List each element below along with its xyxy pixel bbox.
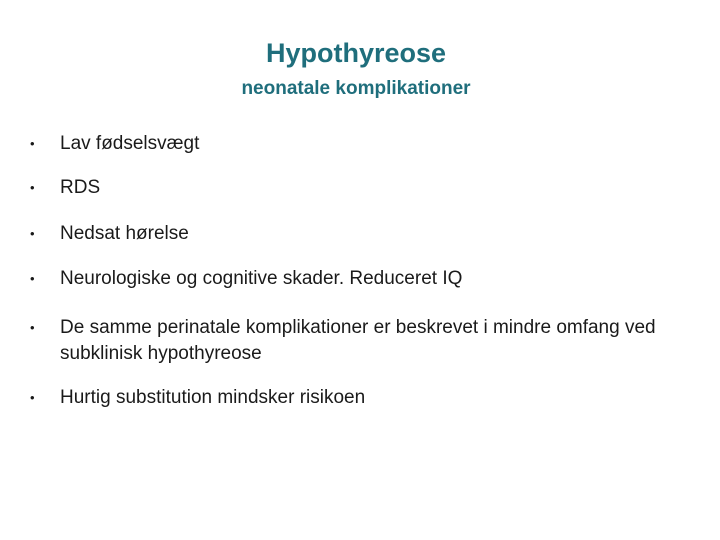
bullet-text: Hurtig substitution mindsker risikoen — [60, 387, 366, 408]
slide-subtitle: neonatale komplikationer — [241, 78, 471, 99]
bullet-item — [30, 175, 670, 201]
bullet-dot-icon: • — [30, 226, 35, 241]
bullet-dot-icon: • — [30, 320, 35, 335]
bullet-dot-icon: • — [30, 390, 35, 405]
bullet-dot-icon: • — [30, 271, 35, 286]
bullet-item — [30, 221, 670, 247]
bullet-item — [30, 266, 670, 292]
bullet-item — [30, 385, 670, 411]
slide-title: Hypothyreose — [265, 38, 447, 68]
bullet-text: Lav fødselsvægt — [60, 133, 200, 154]
bullet-item — [30, 315, 670, 367]
bullet-dot-icon: • — [30, 180, 35, 195]
bullet-text: Neurologiske og cognitive skader. Reduceret IQ — [60, 268, 463, 289]
bullet-text: De samme perinatale komplikationer er beskrevet i mindre omfang ved subklinisk hypothyreose — [60, 317, 656, 364]
bullet-dot-icon: • — [30, 136, 35, 151]
bullet-text: Nedsat hørelse — [60, 223, 189, 244]
bullet-item — [30, 131, 670, 157]
bullet-text: RDS — [60, 177, 101, 198]
